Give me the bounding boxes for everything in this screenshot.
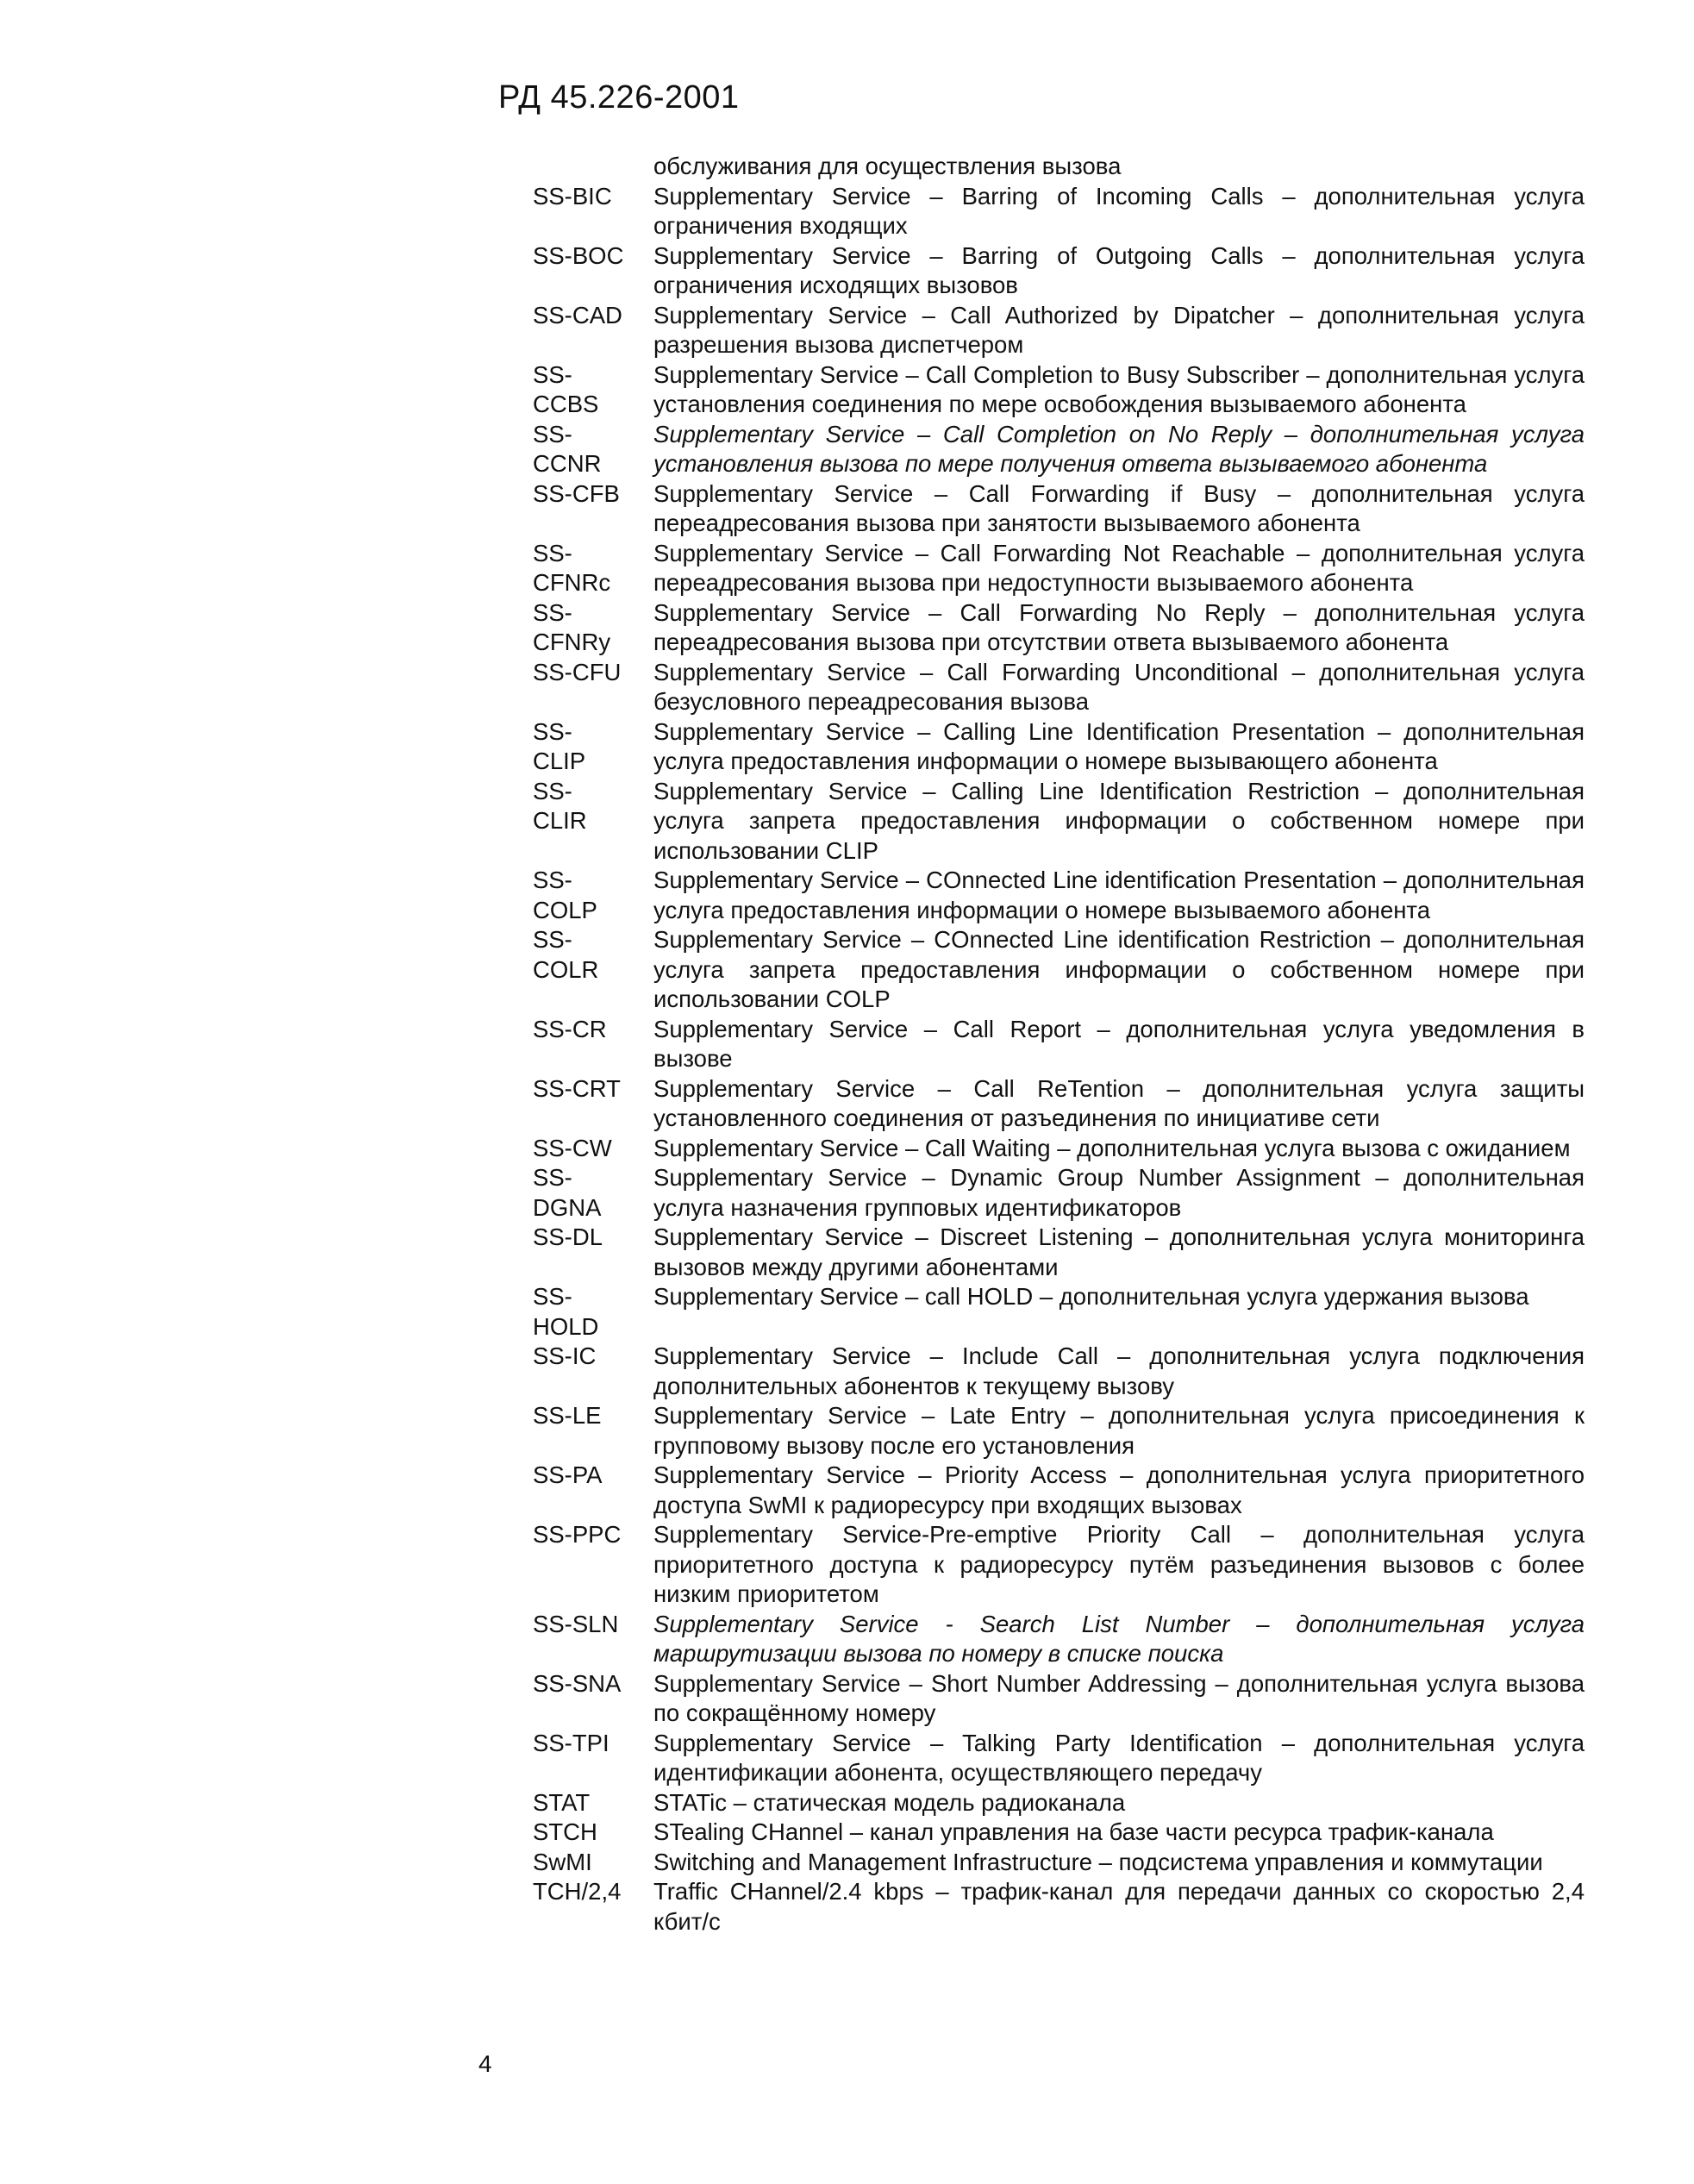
abbreviation-definition: Supplementary Service – Calling Line Identification Restriction – дополнительная услуга запрета предоставления информации о собственном номере при использовании CLIP [653,777,1585,864]
abbreviation-entry [533,539,1585,598]
abbreviation-definition: Supplementary Service – Include Call – дополнительная услуга подключения дополнительных абонентов к текущему вызову [653,1342,1585,1399]
abbreviation-entry [533,301,1585,360]
abbreviation-definition: Supplementary Service – Call Authorized by Dipatcher – дополнительная услуга разрешения вызова диспетчером [653,301,1585,358]
abbreviation-entry [533,1669,1585,1729]
abbreviation-definition: Supplementary Service – Call Forwarding if Busy – дополнительная услуга переадресования вызова при занятости вызываемого абонента [653,479,1585,536]
abbreviation-definition: Supplementary Service-Pre-emptive Priority Call – дополнительная услуга приоритетного доступа к радиоресурсу путём разъединения вызовов с более низким приоритетом [653,1521,1585,1607]
abbreviation-term: SS-IC [533,1342,597,1369]
abbreviation-definition: Supplementary Service – Priority Access – дополнительная услуга приоритетного доступа SwMI к радиоресурсу при входящих вызовах [653,1461,1585,1518]
abbreviation-term: STAT [533,1788,591,1816]
abbreviation-definition: Supplementary Service – Short Number Addressing – дополнительная услуга вызова по сокращённому номеру [653,1669,1585,1726]
abbreviation-definition: Supplementary Service – Talking Party Identification – дополнительная услуга идентификации абонента, осуществляющего передачу [653,1729,1585,1786]
abbreviation-entry [533,1074,1585,1134]
abbreviation-definition: STealing CHannel – канал управления на базе части ресурса трафик-канала [653,1818,1494,1845]
abbreviation-definition: Supplementary Service - Search List Number – дополнительная услуга маршрутизации вызова по номеру в списке поиска [653,1610,1585,1667]
abbreviation-entry [533,420,1585,479]
abbreviation-definition: STATic – статическая модель радиоканала [653,1788,1126,1816]
abbreviation-entry [533,598,1585,658]
abbreviation-term: SS-CRT [533,1074,621,1102]
abbreviation-definition: Supplementary Service – Call Completion on No Reply – дополнительная услуга установления вызова по мере получения ответа вызываемого абонента [653,420,1585,477]
abbreviation-definition: Supplementary Service – Call Report – дополнительная услуга уведомления в вызове [653,1015,1585,1072]
abbreviation-term: SS- CCNR [533,420,602,477]
abbreviation-entry [533,1848,1585,1878]
abbreviation-term: SS-PA [533,1461,603,1488]
abbreviation-term: SS-CFU [533,658,622,685]
abbreviation-entry [533,1342,1585,1401]
abbreviation-term: SS-SLN [533,1610,619,1637]
abbreviation-definition: Supplementary Service – Calling Line Identification Presentation – дополнительная услуга предоставления информации о номере вызывающего абонента [653,717,1585,774]
abbreviation-definition: Supplementary Service – Call Forwarding No Reply – дополнительная услуга переадресования вызова при отсутствии ответа вызываемого абонента [653,598,1585,655]
abbreviation-entry [533,717,1585,777]
abbreviation-term: SS-CR [533,1015,607,1042]
abbreviation-term: SS-SNA [533,1669,622,1697]
abbreviation-definition: Supplementary Service – Dynamic Group Number Assignment – дополнительная услуга назначения групповых идентификаторов [653,1164,1585,1221]
abbreviation-entry [533,866,1585,925]
abbreviation-term: SS-TPI [533,1729,609,1756]
abbreviation-definition: Supplementary Service – COnnected Line identification Restriction – дополнительная услуга запрета предоставления информации о собственном номере при использовании COLP [653,926,1585,1012]
abbreviation-entry [533,1520,1585,1610]
continuation-row [533,152,1585,182]
abbreviation-term: SwMI [533,1848,592,1875]
abbreviation-definition: Supplementary Service – Call Forwarding Not Reachable – дополнительная услуга переадресования вызова при недоступности вызываемого абонента [653,539,1585,596]
abbreviation-definition: Supplementary Service – Discreet Listening – дополнительная услуга мониторинга вызовов между другими абонентами [653,1223,1585,1280]
abbreviation-entry [533,360,1585,420]
abbreviation-term: SS- DGNA [533,1164,602,1221]
abbreviation-entry [533,777,1585,867]
abbreviation-entry [533,1729,1585,1788]
abbreviation-entry [533,925,1585,1015]
abbreviation-definition: Supplementary Service – Call ReTention – дополнительная услуга защиты установленного соединения от разъединения по инициативе сети [653,1074,1585,1131]
abbreviation-entry [533,1134,1585,1164]
abbreviation-term: SS- CFNRc [533,539,611,596]
abbreviation-entry [533,1401,1585,1461]
abbreviation-term: SS- CLIP [533,717,586,774]
abbreviation-entry [533,479,1585,539]
abbreviation-definition: Supplementary Service – Call Forwarding Unconditional – дополнительная услуга безусловного переадресования вызова [653,658,1585,715]
abbreviation-term: SS-CAD [533,301,622,329]
abbreviation-entry [533,658,1585,717]
abbreviation-entry [533,1461,1585,1520]
abbreviation-term: SS-CW [533,1134,612,1161]
abbreviation-entry [533,1163,1585,1223]
abbreviation-entry [533,182,1585,241]
abbreviation-term: SS-LE [533,1402,602,1429]
abbreviation-entry [533,1788,1585,1818]
abbreviation-entry [533,1223,1585,1282]
abbreviation-list [533,152,1585,1937]
abbreviation-definition: Switching and Management Infrastructure – подсистема управления и коммутации [653,1848,1543,1875]
abbreviation-definition: Traffic CHannel/2.4 kbps – трафик-канал для передачи данных со скоростью 2,4 кбит/с [653,1878,1585,1935]
document-header: РД 45.226-2001 [498,79,740,116]
abbreviation-term: STCH [533,1818,597,1845]
abbreviation-entry [533,1282,1585,1342]
abbreviation-entry [533,1610,1585,1669]
abbreviation-term: SS- CFNRy [533,598,611,655]
abbreviation-term: SS-DL [533,1223,603,1250]
abbreviation-definition: Supplementary Service – Barring of Outgoing Calls – дополнительная услуга ограничения исходящих вызовов [653,241,1585,298]
page-number: 4 [478,2050,492,2077]
abbreviation-entry [533,1818,1585,1848]
abbreviation-definition: Supplementary Service – Call Waiting – дополнительная услуга вызова с ожиданием [653,1134,1571,1161]
abbreviation-term: SS- COLR [533,926,599,983]
abbreviation-term: SS-BOC [533,241,624,269]
continuation-text: обслуживания для осуществления вызова [653,153,1122,179]
abbreviation-entry [533,1877,1585,1937]
abbreviation-term: SS-BIC [533,182,612,210]
abbreviation-term: SS- CCBS [533,360,599,417]
abbreviation-term: TCH/2,4 [533,1878,622,1905]
abbreviation-definition: Supplementary Service – call HOLD – дополнительная услуга удержания вызова [653,1283,1529,1310]
abbreviation-definition: Supplementary Service – Late Entry – дополнительная услуга присоединения к групповому вызову после его установления [653,1402,1585,1459]
abbreviation-term: SS-PPC [533,1521,622,1548]
abbreviation-term: SS- CLIR [533,777,587,834]
abbreviation-entry [533,241,1585,301]
abbreviation-definition: Supplementary Service – COnnected Line identification Presentation – дополнительная услуга предоставления информации о номере вызываемого абонента [653,867,1585,923]
abbreviation-definition: Supplementary Service – Barring of Incoming Calls – дополнительная услуга ограничения входящих [653,182,1585,239]
abbreviation-entry [533,1015,1585,1074]
abbreviation-term: SS- HOLD [533,1283,599,1340]
abbreviation-term: SS- COLP [533,867,597,923]
abbreviation-term: SS-CFB [533,479,620,507]
abbreviation-definition: Supplementary Service – Call Completion to Busy Subscriber – дополнительная услуга установления соединения по мере освобождения вызываемого абонента [653,360,1585,417]
